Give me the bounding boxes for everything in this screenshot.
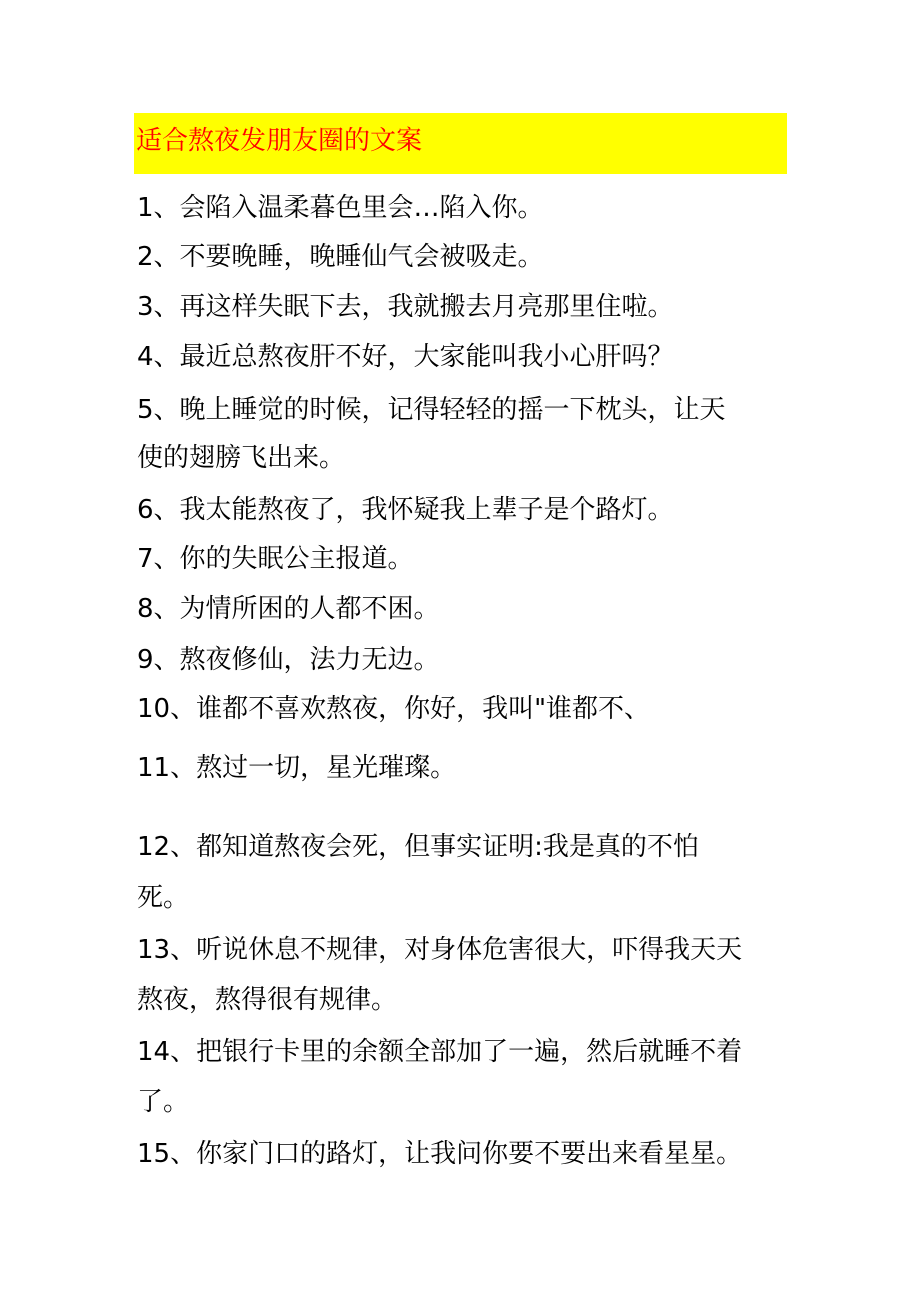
list-item-14-line-2: 了。 [137, 1087, 190, 1117]
list-item-13-line-2: 熬夜，熬得很有规律。 [137, 985, 398, 1015]
list-item-8: 8、为情所困的人都不困。 [137, 594, 440, 624]
title-highlight [134, 113, 787, 174]
list-item-10: 10、谁都不喜欢熬夜，你好，我叫"谁都不、 [137, 694, 651, 724]
list-item-6: 6、我太能熬夜了，我怀疑我上辈子是个路灯。 [137, 495, 674, 525]
list-item-5-line-2: 使的翅膀飞出来。 [137, 443, 346, 473]
list-item-7: 7、你的失眠公主报道。 [137, 544, 414, 574]
list-item-12-line-1: 12、都知道熬夜会死，但事实证明:我是真的不怕 [137, 832, 699, 862]
list-item-11: 11、熬过一切，星光璀璨。 [137, 753, 457, 783]
list-item-4: 4、最近总熬夜肝不好，大家能叫我小心肝吗？ [137, 342, 674, 372]
list-item-1: 1、会陷入温柔暮色里会…陷入你。 [137, 193, 544, 223]
list-item-5-line-1: 5、晚上睡觉的时候，记得轻轻的摇一下枕头，让天 [137, 395, 726, 425]
document-title: 适合熬夜发朋友圈的文案 [136, 126, 423, 156]
list-item-14-line-1: 14、把银行卡里的余额全部加了一遍，然后就睡不着 [137, 1037, 743, 1067]
list-item-9: 9、熬夜修仙，法力无边。 [137, 645, 440, 675]
list-item-15: 15、你家门口的路灯，让我问你要不要出来看星星。 [137, 1139, 743, 1169]
list-item-13-line-1: 13、听说休息不规律，对身体危害很大，吓得我天天 [137, 935, 743, 965]
list-item-2: 2、不要晚睡，晚睡仙气会被吸走。 [137, 242, 544, 272]
list-item-12-line-2: 死。 [137, 883, 190, 913]
list-item-3: 3、再这样失眠下去，我就搬去月亮那里住啦。 [137, 292, 674, 322]
